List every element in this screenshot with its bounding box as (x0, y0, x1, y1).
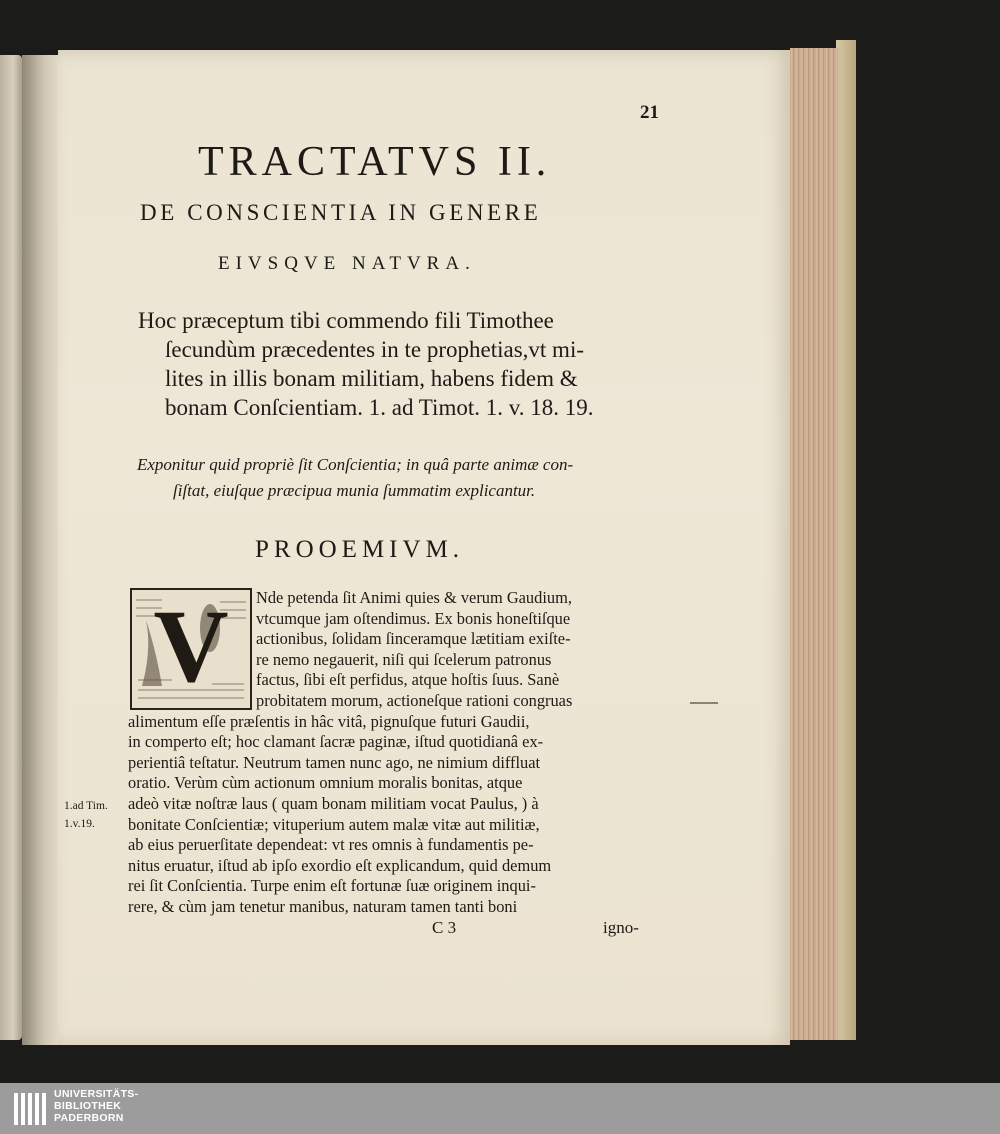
signature-mark: C 3 (432, 918, 457, 937)
page-title: TRACTATVS II. (198, 139, 552, 185)
catchword: igno- (603, 918, 639, 937)
body-line: bonitate Conſcientiæ; vituperium autem malæ vitæ aut militiæ, (128, 814, 540, 834)
body-line: oratio. Verùm cùm actionum omnium moralis bonitas, atque (128, 773, 523, 793)
subtitle-line-1: DE CONSCIENTIA IN GENERE (140, 200, 542, 225)
body-line: in comperto eſt; hoc clamant ſacræ paginæ, iſtud quotidianâ ex- (128, 732, 544, 752)
body-line: ab eius peruerſitate dependeat: vt res omnis à fundamentis pe- (128, 835, 534, 855)
page-number: 21 (640, 102, 659, 123)
body-line: re nemo negauerit, niſi qui ſcelerum patronus (256, 649, 552, 669)
body-line: adeò vitæ noſtræ laus ( quam bonam militiam vocat Paulus, ) à (128, 793, 539, 813)
summary-line: Exponitur quid propriè ſit Conſcientia; in quâ parte animæ con- (137, 455, 574, 474)
library-footer (0, 1083, 1000, 1134)
body-line: nitus eruatur, iſtud ab ipſo exordio eſt explicandum, quid demum (128, 855, 552, 875)
library-name-line: PADERBORN (54, 1112, 124, 1124)
margin-reference-line: 1.ad Tim. (64, 800, 108, 812)
margin-reference-line: 1.v.19. (64, 818, 95, 830)
epigraph-line: bonam Conſcientiam. 1. ad Timot. 1. v. 18. 19. (165, 395, 594, 420)
epigraph (138, 306, 658, 422)
body-line: perientiâ teſtatur. Neutrum tamen nunc ago, ne nimium diffluat (128, 752, 541, 772)
library-name-line: BIBLIOTHEK (54, 1100, 122, 1112)
body-line: rei ſit Conſcientia. Turpe enim eſt fortunæ ſuæ originem inqui- (128, 876, 536, 896)
margin-reference (64, 797, 108, 833)
body-line: Nde petenda ſit Animi quies & verum Gaudium, (256, 588, 572, 607)
initial-letter: V (153, 589, 229, 704)
library-name (54, 1088, 138, 1124)
chapter-summary (137, 452, 573, 504)
section-title: PROOEMIVM. (255, 536, 465, 563)
body-line: factus, ſibi eſt perfidus, atque hoſtis ſuus. Sanè (256, 670, 560, 690)
library-name-line: UNIVERSITÄTS- (54, 1088, 139, 1100)
body-line: rere, & cùm jam tenetur manibus, naturam tamen tanti boni (128, 896, 518, 916)
body-line: vtcumque jam oſtendimus. Ex bonis honeſtiſque (256, 608, 571, 628)
body-line: alimentum eſſe præſentis in hâc vitâ, pignuſque futuri Gaudii, (128, 711, 530, 731)
summary-line: ſiſtat, eiuſque præcipua munia ſummatim explicantur. (173, 481, 536, 500)
ink-mark (690, 702, 718, 704)
epigraph-line: Hoc præceptum tibi commendo fili Timothee (138, 308, 554, 333)
epigraph-line: lites in illis bonam militiam, habens fidem & (165, 366, 578, 391)
body-line: probitatem morum, actioneſque rationi congruas (256, 690, 573, 710)
epigraph-line: ſecundùm præcedentes in te prophetias,vt mi- (165, 337, 584, 362)
body-line: actionibus, ſolidam ſinceramque lætitiam exiſte- (256, 629, 571, 649)
page-edges (790, 48, 844, 1040)
library-logo-icon (12, 1089, 48, 1129)
book-gutter (22, 55, 62, 1045)
left-page-edge (0, 55, 22, 1040)
subtitle-line-2: EIVSQVE NATVRA. (218, 253, 476, 274)
body-text (128, 588, 658, 918)
